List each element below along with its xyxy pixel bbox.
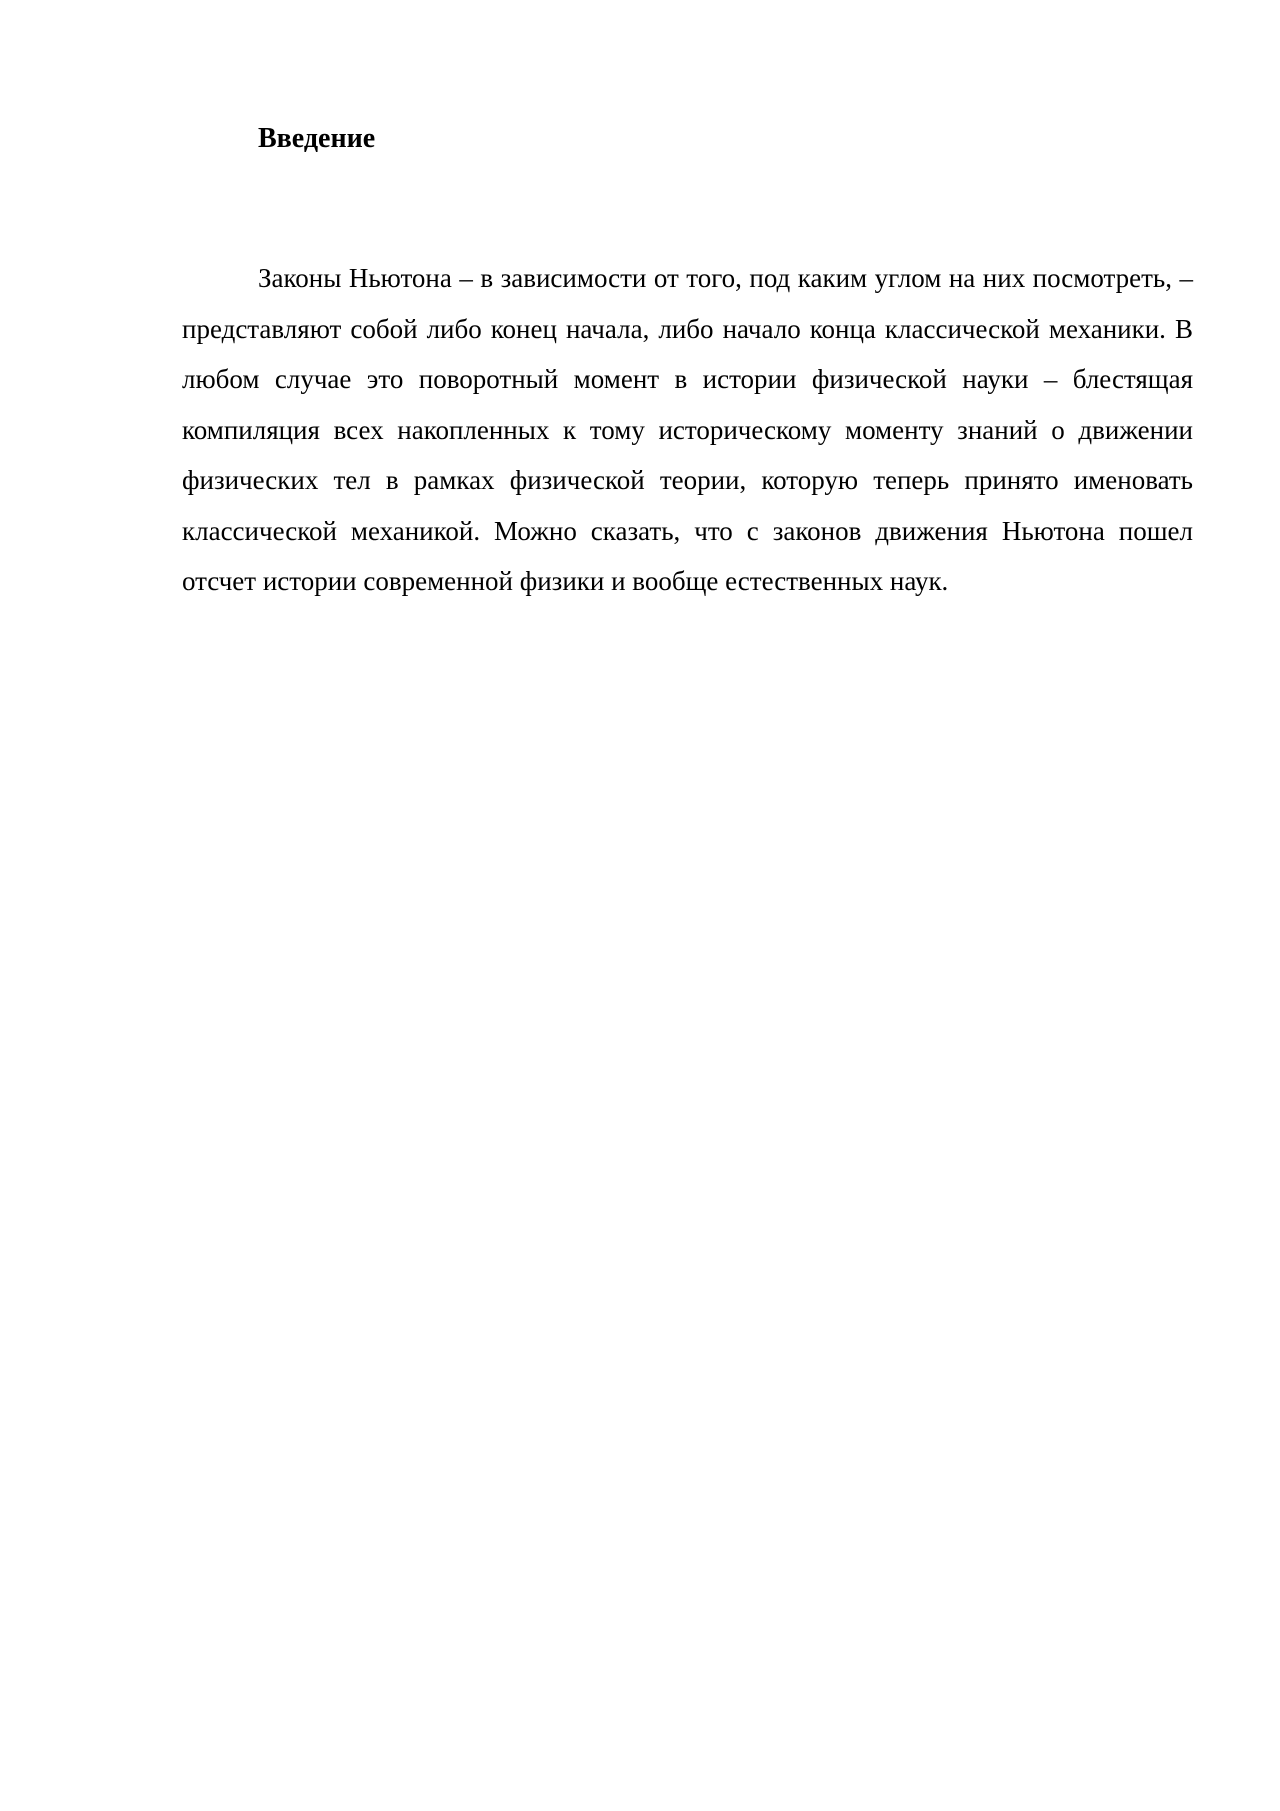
body-paragraph: Законы Ньютона – в зависимости от того, под каким углом на них посмотреть, – представляют собой либо конец начала, либо начало конца классической механики. В любом случае это поворотный момент в истории физической науки – блестящая компиляция всех накопленных к тому историческому моменту знаний о движении физических тел в рамках физической теории, которую теперь принято именовать классической механикой. Можно сказать, что с законов движения Ньютона пошел отсчет истории современной физики и вообще естественных наук. — [182, 263, 1193, 596]
section-heading: Введение — [258, 123, 376, 154]
